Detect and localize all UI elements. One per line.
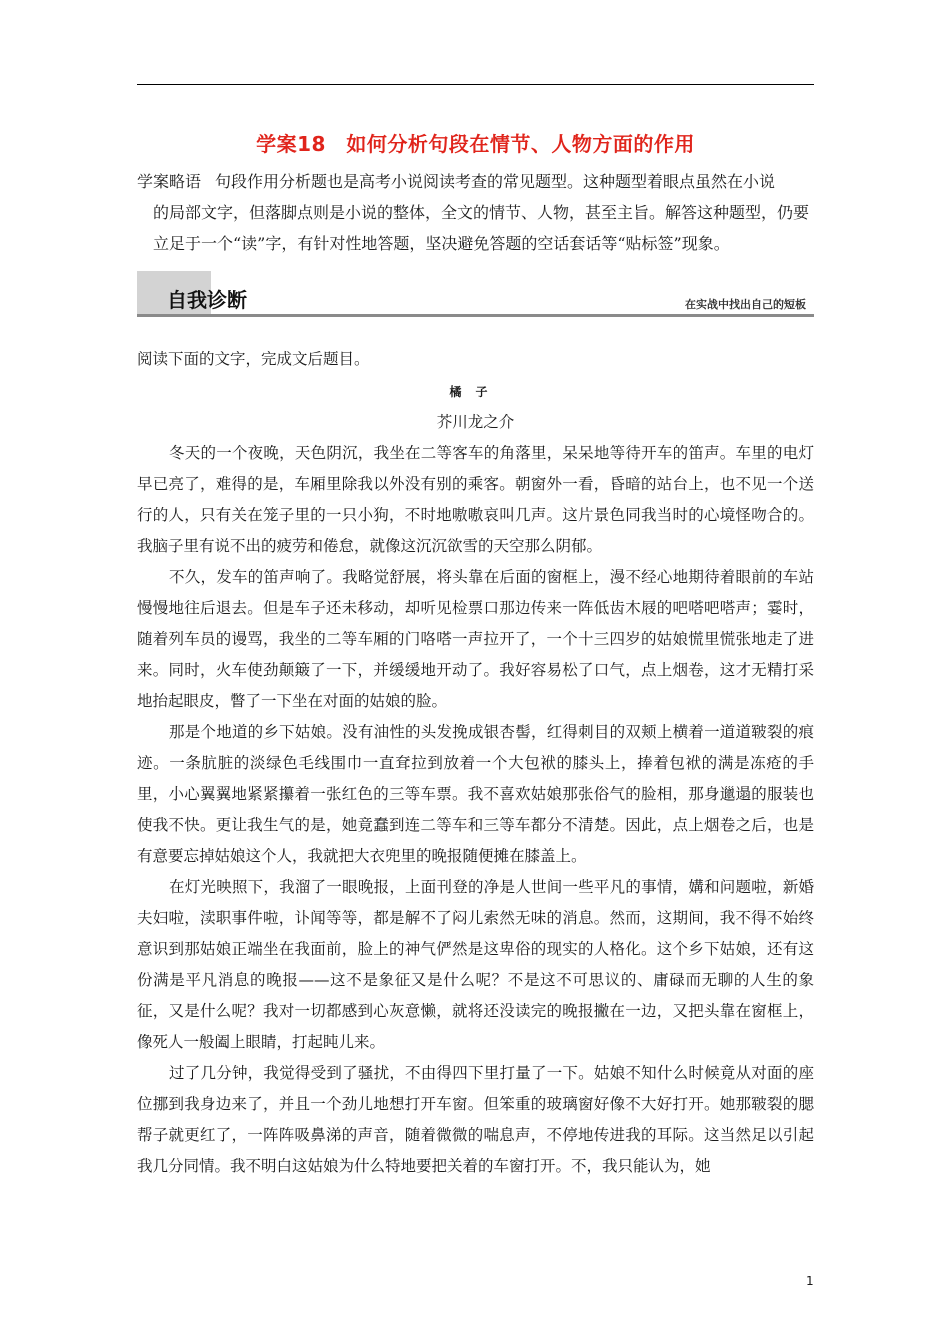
story-paragraph: 在灯光映照下，我溜了一眼晚报，上面刊登的净是人世间一些平凡的事情，媾和问题啦，新婚夫妇啦，渎职事件啦，讣闻等等，都是解不了闷儿索然无味的消息。然而，这期间，我不得不始终意识到那姑娘正端坐在我面前，脸上的神气俨然是这卑俗的现实的人格化。这个乡下姑娘，还有这份满是平凡消息的晚报——这不是象征又是什么呢？不是这不可思议的、庸碌而无聊的人生的象征，又是什么呢？我对一切都感到心灰意懒，就将还没读完的晚报撇在一边，又把头靠在窗框上，像死人一般阖上眼睛，打起盹儿来。 [137, 878, 814, 1051]
section-banner [137, 271, 814, 317]
story-title: 橘子 [449, 385, 502, 399]
reading-instruction: 阅读下面的文字，完成文后题目。 [137, 350, 370, 368]
lede-first-line [137, 166, 817, 197]
story-paragraph: 不久，发车的笛声响了。我略觉舒展，将头靠在后面的窗框上，漫不经心地期待着眼前的车站慢慢地往后退去。但是车子还未移动，却听见检票口那边传来一阵低齿木屐的吧嗒吧嗒声；霎时，随着列车员的谩骂，我坐的二等车厢的门咯嗒一声拉开了，一个十三四岁的姑娘慌里慌张地走了进来。同时，火车使劲颠簸了一下，并缓缓地开动了。我好容易松了口气，点上烟卷，这才无精打采地抬起眼皮，瞥了一下坐在对面的姑娘的脸。 [137, 568, 814, 710]
section-rule [137, 314, 814, 317]
lede-first-text: 句段作用分析题也是高考小说阅读考查的常见题型。这种题型着眼点虽然在小说 [215, 172, 776, 191]
page-title: 学案18 如何分析句段在情节、人物方面的作用 [256, 132, 695, 156]
page-number: 1 [806, 1274, 814, 1288]
section-subtitle: 在实战中找出自己的短板 [685, 298, 806, 311]
story-author: 芥川龙之介 [436, 413, 515, 431]
lede-rest: 的局部文字，但落脚点则是小说的整体，全文的情节、人物，甚至主旨。解答这种题型，仍要立足于一个“读”字，有针对性地答题，坚决避免答题的空话套话等“贴标签”现象。 [153, 203, 810, 253]
lede-label: 学案略语 [137, 172, 202, 191]
header-rule [137, 84, 814, 85]
lede-paragraph [137, 166, 817, 259]
section-title: 自我诊断 [167, 288, 247, 312]
story-body [137, 438, 814, 1182]
story-paragraph: 那是个地道的乡下姑娘。没有油性的头发挽成银杏髻，红得刺目的双颊上横着一道道皲裂的痕迹。一条肮脏的淡绿色毛线围巾一直耷拉到放着一个大包袱的膝头上，捧着包袱的满是冻疮的手里，小心翼翼地紧紧攥着一张红色的三等车票。我不喜欢姑娘那张俗气的脸相，那身邋遢的服装也使我不快。更让我生气的是，她竟蠢到连二等车和三等车都分不清楚。因此，点上烟卷之后，也是有意要忘掉姑娘这个人，我就把大衣兜里的晚报随便摊在膝盖上。 [137, 723, 814, 865]
story-paragraph: 过了几分钟，我觉得受到了骚扰，不由得四下里打量了一下。姑娘不知什么时候竟从对面的座位挪到我身边来了，并且一个劲儿地想打开车窗。但笨重的玻璃窗好像不大好打开。她那皲裂的腮帮子就更红了，一阵阵吸鼻涕的声音，随着微微的喘息声，不停地传进我的耳际。这当然足以引起我几分同情。我不明白这姑娘为什么特地要把关着的车窗打开。不，我只能认为，她 [137, 1064, 814, 1175]
story-paragraph: 冬天的一个夜晚，天色阴沉，我坐在二等客车的角落里，呆呆地等待开车的笛声。车里的电灯早已亮了，难得的是，车厢里除我以外没有别的乘客。朝窗外一看，昏暗的站台上，也不见一个送行的人，只有关在笼子里的一只小狗，不时地嗷嗷哀叫几声。这片景色同我当时的心境怪吻合的。我脑子里有说不出的疲劳和倦怠，就像这沉沉欲雪的天空那么阴郁。 [137, 444, 814, 555]
